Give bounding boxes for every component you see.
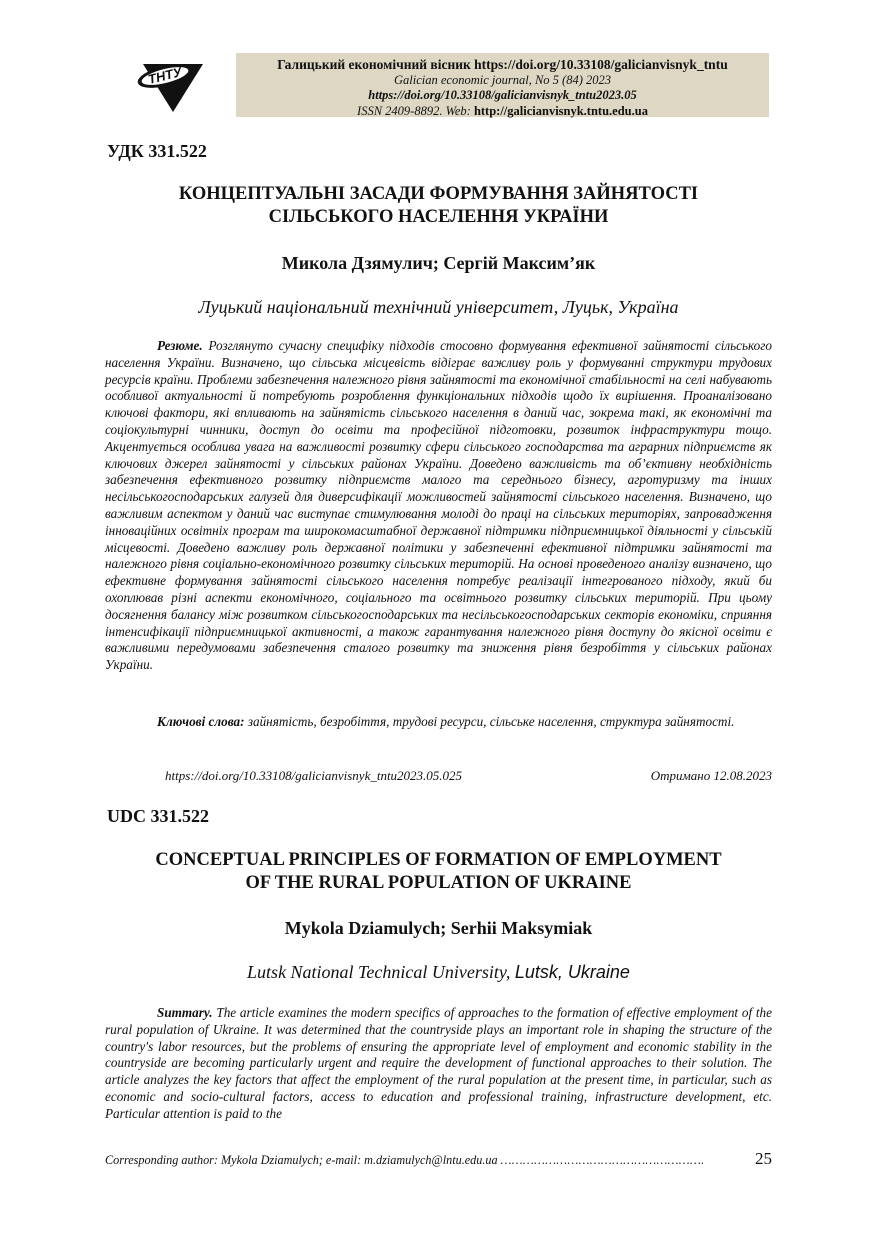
article-doi[interactable]: https://doi.org/10.33108/galicianvisnyk_tntu2023.05.025	[165, 768, 463, 783]
abstract-label: Резюме.	[157, 338, 203, 353]
keywords-ua	[105, 714, 772, 731]
logo-text: ТНТУ	[146, 64, 184, 87]
affiliation-ua: Луцький національний технічний університет, Луцьк, Україна	[198, 297, 679, 317]
abstract-text: Розглянуто сучасну специфіку підходів стосовно формування ефективної зайнятості сільського населення України. Визначено, що сільська місцевість відіграє важливу роль у формуванні структури трудових ресурсів країни. Проблеми забезпечення належного рівня зайнятості та економічної стабільності на селі набувають особливої актуальності й потребують розроблення функціональних підходів щодо їх вирішення. Проаналізовано ключові фактори, які впливають на зайнятість сільського населення в даний час, зокрема такі, як економічні та соціокультурні чинники, доступ до освіти та професійної підготовки, розвиток інфраструктури тощо. Акцентується особлива увага на важливості розвитку сфери сільського господарства та аграрних підприємств як ключових джерел зайнятості у сільських районах України. Доведено важливість та об’єктивну необхідність забезпечення ефективного розвитку підприємств малого та середнього бізнесу, агротуризму та інших несільськогосподарських галузей для диверсифікації можливостей зайнятості сільського населення. Визначено, що важливим аспектом у даний час виступає стимулювання молоді до праці на сільських територіях, запровадження інноваційних освітніх програм та широкомасштабної державної підтримки підприємницької діяльності у сільській місцевості. Доведено важливу роль державної політики у забезпеченні ефективної підтримки зайнятості та належного рівня соціально-економічного розвитку сільських територій. На основі проведеного аналізу визначено, що ефективне формування зайнятості сільського населення потребує реалізації інтегрованого підходу, який би охоплював різні аспекти економічного, соціального та освітнього розвитку сільських територій. При цьому досягнення балансу між розвитком сільськогосподарських та несільськогосподарських секторів економіки, сприяння інтенсифікації підприємницької активності, а також гарантування належного рівня доступу до якісної освіти є важливими передумовами забезпечення сталого розвитку та зниження рівня безробіття у сільських районах України.	[105, 338, 772, 673]
authors-ua: Микола Дзямулич; Сергій Максим’як	[281, 253, 596, 273]
journal-issue: Galician economic journal, No 5 (84) 2023	[394, 72, 611, 87]
summary-label: Summary.	[157, 1005, 213, 1020]
affiliation-en-city: Lutsk, Ukraine	[514, 962, 630, 982]
title-en-line2: OF THE RURAL POPULATION OF UKRAINE	[245, 873, 632, 893]
title-en-line1: CONCEPTUAL PRINCIPLES OF FORMATION OF EMPLOYMENT	[155, 850, 722, 870]
journal-header	[236, 53, 769, 117]
footer-dots: ……………………………………………….	[500, 1153, 705, 1167]
issn-line	[236, 104, 769, 120]
title-ua-line1: КОНЦЕПТУАЛЬНІ ЗАСАДИ ФОРМУВАННЯ ЗАЙНЯТОСТІ	[178, 184, 699, 204]
keywords-text: зайнятість, безробіття, трудові ресурси, сільське населення, структура зайнятості.	[247, 714, 735, 729]
udc-en: UDC 331.522	[107, 806, 209, 826]
summary-text: The article examines the modern specifics of approaches to the formation of effective employment of the rural population of Ukraine. It was determined that the countryside plays an important role in shaping the structure of the country's labor resources, but the problems of ensuring the appropriate level of employment and economic stability in the countryside are becoming particularly urgent and require the development of functional approaches to their solution. The article analyzes the key factors that affect the employment of the rural population at the present time, in particular, such as economic and socio-cultural factors, access to education and professional training, infrastructure development, etc. Particular attention is paid to the	[105, 1005, 772, 1121]
udc-ua: УДК 331.522	[107, 141, 207, 161]
affiliation-en-univ: Lutsk National Technical University,	[247, 962, 511, 982]
summary-en	[105, 1005, 772, 1123]
title-ua	[80, 183, 797, 229]
tntu-logo	[133, 50, 213, 114]
journal-web-link[interactable]: http://galicianvisnyk.tntu.edu.ua	[473, 103, 648, 118]
issn-prefix: ISSN 2409-8892. Web:	[357, 103, 471, 118]
journal-title: Галицький економічний вісник https://doi.org/10.33108/galicianvisnyk_tntu	[277, 57, 728, 72]
corresponding-author	[105, 1153, 772, 1168]
affiliation-en	[80, 962, 797, 983]
received-date: Отримано 12.08.2023	[650, 768, 772, 783]
corresponding-text: Corresponding author: Mykola Dziamulych; e-mail: m.dziamulych@lntu.edu.ua	[105, 1153, 498, 1167]
title-en	[80, 849, 797, 895]
abstract-ua	[105, 338, 772, 674]
issue-doi[interactable]: https://doi.org/10.33108/galicianvisnyk_tntu2023.05	[368, 88, 637, 102]
title-ua-line2: СІЛЬСЬКОГО НАСЕЛЕННЯ УКРАЇНИ	[268, 207, 609, 227]
page-number: 25	[755, 1149, 772, 1168]
authors-en: Mykola Dziamulych; Serhii Maksymiak	[284, 918, 593, 938]
keywords-label: Ключові слова:	[157, 714, 245, 729]
